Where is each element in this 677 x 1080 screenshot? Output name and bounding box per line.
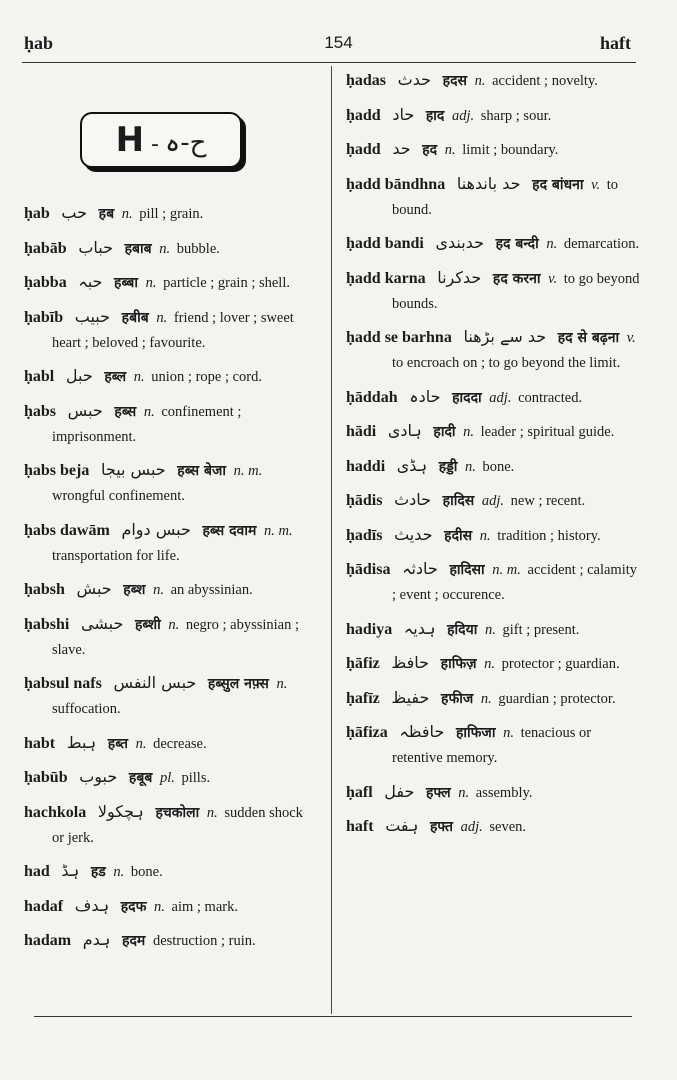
headword: haddi <box>346 457 386 475</box>
urdu-form: حدیث <box>394 524 433 544</box>
urdu-form: حد باندھنا <box>456 173 521 193</box>
dictionary-entry <box>346 136 641 163</box>
urdu-form: حافظ <box>391 653 430 672</box>
headword: hādi <box>346 423 377 440</box>
definition: negro ; abyssinian ; slave. <box>52 616 300 658</box>
urdu-form: حدث <box>397 70 432 89</box>
definition: aim ; mark. <box>171 898 238 915</box>
urdu-form: حب <box>61 203 88 222</box>
dictionary-entry <box>346 685 641 712</box>
headword: ḥabshi <box>24 615 70 633</box>
part-of-speech: n. <box>484 656 496 672</box>
urdu-form: حافظہ <box>399 722 445 741</box>
headword: ḥādis <box>346 492 383 509</box>
hindi-form: हादिस <box>442 493 475 509</box>
hindi-form: हचकोला <box>155 804 200 821</box>
definition: decrease. <box>153 735 207 752</box>
urdu-form: حبش <box>76 579 112 598</box>
part-of-speech: n. <box>276 676 288 692</box>
definition: contracted. <box>518 389 583 406</box>
part-of-speech: adj. <box>489 389 512 406</box>
part-of-speech: n. <box>153 582 164 598</box>
section-separator: - <box>151 132 159 157</box>
definition: wrongful confinement. <box>52 488 185 504</box>
definition: limit ; boundary. <box>462 142 559 158</box>
urdu-form: ہفت <box>385 816 419 835</box>
hindi-form: हड्डी <box>438 458 458 475</box>
hindi-form: हादिसा <box>449 562 485 578</box>
headword: hachkola <box>24 803 87 821</box>
hindi-form: हद बन्दी <box>495 236 539 252</box>
definition: confinement ; imprisonment. <box>52 403 242 445</box>
urdu-form: ہدف <box>74 895 110 915</box>
hindi-form: हब्त <box>107 735 128 752</box>
urdu-form: حبس بیجا <box>100 460 166 479</box>
headword: ḥadas <box>346 72 387 89</box>
hindi-form: हबीब <box>121 309 149 326</box>
dictionary-entry <box>24 304 316 356</box>
urdu-form: حادث <box>394 490 432 509</box>
hindi-form: हाद <box>425 107 445 124</box>
part-of-speech: n. <box>159 240 171 257</box>
headword: ḥāddah <box>346 388 398 406</box>
urdu-form: ہبط <box>66 732 97 752</box>
headword: ḥabūb <box>24 769 68 786</box>
dictionary-entry <box>24 764 316 791</box>
headword: ḥabs dawām <box>24 521 110 539</box>
definition: to encroach on ; to go beyond the limit. <box>392 355 621 371</box>
definition: pills. <box>181 770 211 786</box>
dictionary-entry <box>346 418 641 445</box>
definition: an abyssinian. <box>170 582 253 598</box>
dictionary-entry <box>24 858 316 885</box>
part-of-speech: n. m. <box>233 463 263 479</box>
headword: ḥadd karna <box>346 269 426 287</box>
urdu-form: حد <box>392 139 411 158</box>
part-of-speech: n. <box>113 864 125 880</box>
top-rule <box>22 62 636 63</box>
part-of-speech: n. <box>546 236 558 252</box>
hindi-form: हद <box>422 142 438 158</box>
definition: gift ; present. <box>502 621 580 638</box>
headword: ḥadd se barhna <box>346 329 452 346</box>
definition: pill ; grain. <box>139 206 204 222</box>
guide-word-left: ḥab <box>24 33 54 53</box>
part-of-speech: n. <box>145 275 157 291</box>
hindi-form: हद से बढ़ना <box>557 330 620 346</box>
headword: ḥādisa <box>346 561 391 578</box>
dictionary-entry <box>24 457 316 509</box>
hindi-form: हफीज <box>441 690 474 707</box>
dictionary-entry <box>346 719 641 771</box>
hindi-form: हद करना <box>492 270 541 287</box>
dictionary-entry <box>24 799 316 851</box>
definition: suffocation. <box>52 701 121 717</box>
dictionary-entry <box>24 200 316 227</box>
hindi-form: हब्शी <box>134 616 161 633</box>
hindi-form: हाफिजा <box>455 725 496 741</box>
part-of-speech: adj. <box>481 493 505 509</box>
urdu-form: ہڈ <box>61 861 80 880</box>
definition: friend ; lover ; sweet heart ; beloved ; favourite. <box>52 309 294 351</box>
definition: tenacious or retentive memory. <box>392 725 592 766</box>
dictionary-entry <box>24 893 316 920</box>
dictionary-entry <box>346 556 641 608</box>
dictionary-entry <box>346 616 641 643</box>
urdu-form: ہچکولا <box>97 801 144 821</box>
headword: ḥabs <box>24 402 57 420</box>
urdu-form: ہدم <box>82 930 111 949</box>
dictionary-entry <box>24 363 316 390</box>
urdu-form: حبہ <box>78 272 103 291</box>
hindi-form: हदस <box>442 73 467 89</box>
urdu-form: حفیظ <box>391 687 430 707</box>
definition: assembly. <box>475 784 533 801</box>
right-column <box>346 67 641 848</box>
page-header <box>0 0 677 62</box>
urdu-form: حفل <box>384 781 415 801</box>
headword: haft <box>346 818 374 835</box>
hindi-form: हदिया <box>447 621 478 638</box>
part-of-speech: n. <box>133 369 145 385</box>
hindi-form: हब्स दवाम <box>202 522 257 539</box>
dictionary-entry <box>346 384 641 411</box>
dictionary-entry <box>24 235 316 262</box>
bottom-rule <box>34 1016 632 1017</box>
urdu-form: ہڈی <box>396 455 428 475</box>
part-of-speech: n. <box>168 616 180 633</box>
headword: ḥadd bāndhna <box>346 175 446 193</box>
hindi-form: हब्श <box>123 582 146 598</box>
definition: to bound. <box>392 176 619 218</box>
definition: tradition ; history. <box>497 527 601 544</box>
dictionary-entry <box>24 670 316 722</box>
hindi-form: हफ्त <box>430 819 453 835</box>
dictionary-entry <box>346 650 641 677</box>
part-of-speech: n. m. <box>263 522 293 539</box>
headword: ḥadīs <box>346 526 383 544</box>
part-of-speech: n. <box>503 725 514 741</box>
urdu-form: حبس دوام <box>121 519 191 539</box>
part-of-speech: n. <box>458 784 470 801</box>
section-heading-box <box>80 112 242 168</box>
definition: accident ; novelty. <box>492 73 598 89</box>
urdu-form: حدکرنا <box>437 267 482 287</box>
headword: ḥadd bandi <box>346 235 424 252</box>
definition: particle ; grain ; shell. <box>163 275 290 291</box>
dictionary-entry <box>24 398 316 450</box>
part-of-speech: n. <box>444 142 456 158</box>
dictionary-entry <box>346 779 641 806</box>
headword: hadam <box>24 932 72 949</box>
dictionary-entry <box>346 171 641 223</box>
urdu-form: حبل <box>65 366 93 385</box>
hindi-form: हदीस <box>444 527 473 544</box>
part-of-speech: n. m. <box>492 562 521 578</box>
dictionary-entry <box>346 265 641 317</box>
headword: had <box>24 863 50 880</box>
headword: hadiya <box>346 620 393 638</box>
headword: ḥabāb <box>24 239 67 257</box>
part-of-speech: n. <box>479 527 491 544</box>
definition: new ; recent. <box>510 493 586 509</box>
part-of-speech: n. <box>474 73 486 89</box>
definition: bone. <box>130 864 163 880</box>
part-of-speech: v. <box>548 270 558 287</box>
headword: ḥāfiza <box>346 724 388 741</box>
headword: ḥabs beja <box>24 462 90 479</box>
hindi-form: हब्ल <box>104 369 127 385</box>
headword: ḥadd <box>346 141 381 158</box>
headword: ḥafīz <box>346 689 380 707</box>
hindi-form: हबाब <box>124 240 152 257</box>
dictionary-entry <box>346 453 641 480</box>
definition: guardian ; protector. <box>498 690 616 707</box>
hindi-form: हफ्ल <box>426 784 451 801</box>
dictionary-entry <box>24 269 316 296</box>
hindi-form: हाददा <box>452 389 482 406</box>
dictionary-entry <box>24 517 316 569</box>
urdu-form: حبس <box>67 400 103 420</box>
dictionary-entry <box>24 611 316 663</box>
dictionary-entry <box>346 67 641 94</box>
hindi-form: हद बांधना <box>532 176 584 193</box>
dictionary-entry <box>346 487 641 514</box>
part-of-speech: n. <box>463 424 475 440</box>
definition: leader ; spiritual guide. <box>480 424 615 440</box>
part-of-speech: n. <box>143 403 155 420</box>
urdu-form: حدبندی <box>435 233 484 252</box>
definition: sharp ; sour. <box>480 107 552 124</box>
definition: destruction ; ruin. <box>152 933 256 949</box>
headword: hadaf <box>24 897 64 915</box>
urdu-form: حبشی <box>81 613 124 633</box>
hindi-form: हब <box>98 206 115 222</box>
hindi-form: हब्स <box>114 403 137 420</box>
definition: sudden shock or jerk. <box>52 804 303 846</box>
definition: seven. <box>489 819 527 835</box>
urdu-form: حاد <box>392 104 415 124</box>
dictionary-entry <box>24 730 316 757</box>
dictionary-entry <box>24 576 316 603</box>
urdu-form: حادہ <box>409 386 441 406</box>
part-of-speech: adj. <box>460 819 483 835</box>
headword: ḥadd <box>346 106 381 124</box>
urdu-form: حباب <box>78 237 113 257</box>
hindi-form: हब्स बेजा <box>177 463 226 479</box>
definition: bubble. <box>176 240 220 257</box>
hindi-form: हदम <box>122 933 146 949</box>
definition: accident ; calamity ; event ; occurence. <box>392 562 638 603</box>
urdu-form: حادثہ <box>402 559 438 578</box>
hindi-form: हबूब <box>128 770 153 786</box>
hindi-form: हादी <box>433 424 456 440</box>
definition: to go beyond bounds. <box>392 270 640 312</box>
hindi-form: हाफिज़ <box>440 656 477 672</box>
urdu-form: ہادی <box>387 421 422 440</box>
guide-word-right: haft <box>600 33 631 53</box>
section-letter-latin: H <box>115 120 146 160</box>
definition: union ; rope ; cord. <box>151 369 263 385</box>
headword: ḥabsul nafs <box>24 675 102 692</box>
part-of-speech: n. <box>464 458 476 475</box>
part-of-speech: n. <box>135 735 147 752</box>
hindi-form: हदफ <box>120 898 147 915</box>
headword: ḥafl <box>346 783 373 801</box>
dictionary-entry <box>346 813 641 840</box>
part-of-speech: adj. <box>451 107 475 124</box>
part-of-speech: n. <box>156 309 168 326</box>
hindi-form: हब्सुल नफ़्स <box>207 676 269 692</box>
urdu-form: حد سے بڑھنا <box>463 327 547 346</box>
page-number: 154 <box>324 33 353 52</box>
section-letter-urdu: ح-ہ <box>165 128 207 158</box>
definition: bone. <box>482 458 515 475</box>
part-of-speech: v. <box>626 330 636 346</box>
part-of-speech: pl. <box>159 770 175 786</box>
dictionary-entry <box>346 102 641 129</box>
part-of-speech: n. <box>484 621 496 638</box>
dictionary-entry <box>346 230 641 257</box>
part-of-speech: n. <box>154 898 165 915</box>
hindi-form: हड <box>90 864 106 880</box>
headword: ḥabba <box>24 274 67 291</box>
headword: ḥab <box>24 205 50 222</box>
headword: ḥāfiz <box>346 655 380 672</box>
definition: demarcation. <box>563 236 640 252</box>
dictionary-entry <box>24 927 316 954</box>
headword: ḥabīb <box>24 308 64 326</box>
urdu-form: ہدیہ <box>403 618 436 638</box>
part-of-speech: n. <box>206 804 218 821</box>
column-divider <box>331 66 332 1014</box>
part-of-speech: v. <box>591 176 601 193</box>
urdu-form: حبوب <box>79 767 118 786</box>
urdu-form: حبیب <box>74 306 111 326</box>
headword: ḥabl <box>24 368 55 385</box>
headword: ḥabsh <box>24 581 65 598</box>
headword: habt <box>24 734 56 752</box>
left-column <box>24 200 316 962</box>
dictionary-entry <box>346 324 641 376</box>
dictionary-entry <box>346 522 641 549</box>
part-of-speech: n. <box>480 690 492 707</box>
definition: transportation for life. <box>52 547 180 564</box>
part-of-speech: n. <box>121 206 133 222</box>
hindi-form: हब्बा <box>114 275 139 291</box>
urdu-form: حبس النفس <box>113 673 197 692</box>
definition: protector ; guardian. <box>501 656 620 672</box>
